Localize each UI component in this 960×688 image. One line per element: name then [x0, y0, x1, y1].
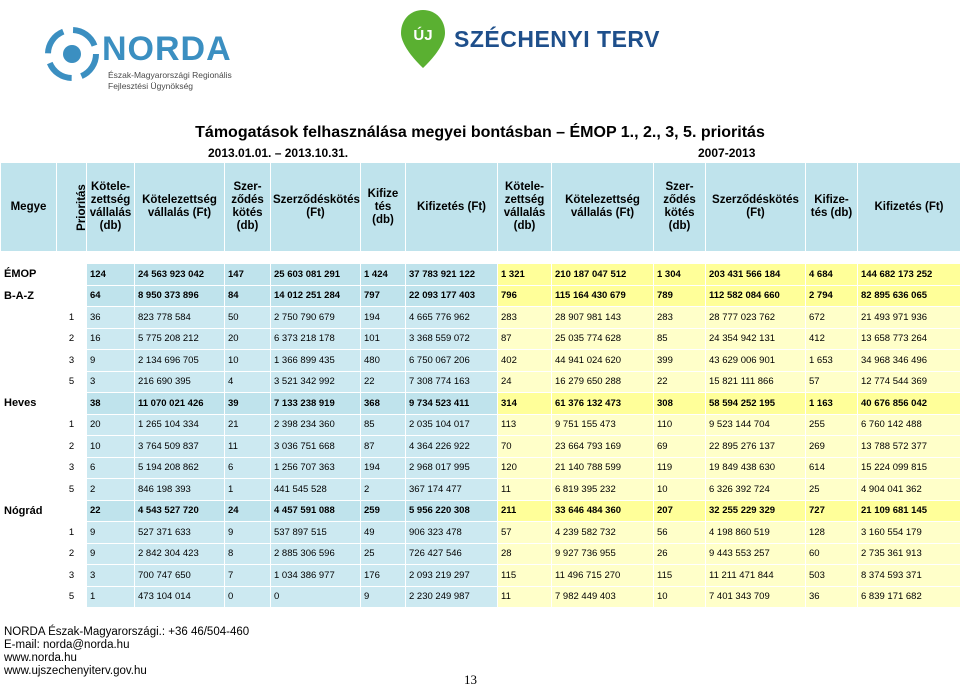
table-cell: 11 070 021 426	[135, 393, 225, 415]
table-cell: 24	[498, 371, 552, 393]
table-cell: 823 778 584	[135, 307, 225, 329]
table-cell: 115	[654, 565, 706, 587]
table-cell	[1, 543, 57, 565]
table-cell: 1 256 707 363	[271, 457, 361, 479]
table-cell: 3 160 554 179	[858, 522, 960, 544]
table-cell: 8 950 373 896	[135, 285, 225, 307]
table-cell: 1	[57, 414, 87, 436]
table-cell: 399	[654, 350, 706, 372]
table-cell: 211	[498, 500, 552, 522]
table-cell: ÉMOP	[1, 264, 87, 286]
table-cell: 56	[654, 522, 706, 544]
table-cell	[1, 350, 57, 372]
table-cell: 5	[57, 479, 87, 501]
table-cell: 1	[57, 307, 87, 329]
support-table	[0, 162, 960, 608]
table-cell: 24 354 942 131	[706, 328, 806, 350]
table-cell: 21	[225, 414, 271, 436]
table-cell: 20	[225, 328, 271, 350]
table-cell: 441 545 528	[271, 479, 361, 501]
table-cell: 9	[87, 522, 135, 544]
table-cell: 85	[654, 328, 706, 350]
table-row-priority	[1, 307, 960, 329]
table-cell: 0	[225, 586, 271, 608]
table-cell: 6 819 395 232	[552, 479, 654, 501]
table-cell: 113	[498, 414, 552, 436]
table-cell: 15 224 099 815	[858, 457, 960, 479]
header-cell-contract-amount: Szerződéskötés (Ft)	[271, 163, 361, 252]
table-cell	[1, 457, 57, 479]
table-cell: 283	[498, 307, 552, 329]
table-cell: 527 371 633	[135, 522, 225, 544]
table-cell: 1	[225, 479, 271, 501]
table-cell: 4 239 582 732	[552, 522, 654, 544]
table-cell: 28 907 981 143	[552, 307, 654, 329]
table-cell: 3 368 559 072	[406, 328, 498, 350]
table-row-priority	[1, 371, 960, 393]
szechenyi-logo	[398, 8, 718, 78]
table-cell: 727	[806, 500, 858, 522]
table-cell: 4	[225, 371, 271, 393]
table-cell: 32 255 229 329	[706, 500, 806, 522]
table-cell: 11 496 715 270	[552, 565, 654, 587]
table-cell: 368	[361, 393, 406, 415]
table-cell: 11	[498, 586, 552, 608]
table-cell: 85	[361, 414, 406, 436]
table-row-priority	[1, 350, 960, 372]
table-cell: 402	[498, 350, 552, 372]
table-cell: 49	[361, 522, 406, 544]
header-cell-payment-amount: Kifizetés (Ft)	[406, 163, 498, 252]
table-cell: 22 895 276 137	[706, 436, 806, 458]
table-cell: B-A-Z	[1, 285, 87, 307]
table-cell: 82 895 636 065	[858, 285, 960, 307]
table-row-county	[1, 264, 960, 286]
table-cell: 789	[654, 285, 706, 307]
table-row-county	[1, 285, 960, 307]
norda-emblem-icon	[44, 26, 100, 82]
table-cell: 43 629 006 901	[706, 350, 806, 372]
table-cell: 726 427 546	[406, 543, 498, 565]
table-cell: 11 211 471 844	[706, 565, 806, 587]
header-cell-county: Megye	[1, 163, 57, 252]
table-cell	[1, 307, 57, 329]
header-cell-total-commitment-amount: Kötelezettség vállalás (Ft)	[552, 163, 654, 252]
table-cell: 87	[361, 436, 406, 458]
table-cell: 308	[654, 393, 706, 415]
table-cell: 796	[498, 285, 552, 307]
table-cell: 846 198 393	[135, 479, 225, 501]
table-cell: 21 109 681 145	[858, 500, 960, 522]
table-cell: 115 164 430 679	[552, 285, 654, 307]
table-cell: 9 734 523 411	[406, 393, 498, 415]
table-cell: 1 321	[498, 264, 552, 286]
table-cell: 6 839 171 682	[858, 586, 960, 608]
table-cell: 22 093 177 403	[406, 285, 498, 307]
table-cell: 9 523 144 704	[706, 414, 806, 436]
table-cell: 10	[87, 436, 135, 458]
table-cell	[1, 436, 57, 458]
table-cell: 70	[498, 436, 552, 458]
program-period: 2007-2013	[698, 146, 755, 160]
table-cell: 2 885 306 596	[271, 543, 361, 565]
table-cell: 4 457 591 088	[271, 500, 361, 522]
table-cell: 28	[498, 543, 552, 565]
page-number: 13	[464, 672, 477, 688]
table-cell: 36	[806, 586, 858, 608]
table-cell: 4 904 041 362	[858, 479, 960, 501]
table-cell: 22	[87, 500, 135, 522]
table-cell: 2 035 104 017	[406, 414, 498, 436]
table-cell: 16 279 650 288	[552, 371, 654, 393]
norda-brand-name: NORDA	[102, 30, 232, 69]
table-cell: 9	[87, 543, 135, 565]
table-cell: 26	[654, 543, 706, 565]
table-cell: 255	[806, 414, 858, 436]
table-cell: 3 036 751 668	[271, 436, 361, 458]
table-cell	[1, 522, 57, 544]
table-cell: 40 676 856 042	[858, 393, 960, 415]
table-cell: 797	[361, 285, 406, 307]
szechenyi-pin-icon	[398, 8, 448, 70]
table-cell: 537 897 515	[271, 522, 361, 544]
table-cell: 69	[654, 436, 706, 458]
table-cell: 25	[806, 479, 858, 501]
table-cell: 11	[225, 436, 271, 458]
table-cell	[1, 586, 57, 608]
table-cell: 28 777 023 762	[706, 307, 806, 329]
table-cell: 37 783 921 122	[406, 264, 498, 286]
table-cell: 700 747 650	[135, 565, 225, 587]
table-cell: 38	[87, 393, 135, 415]
table-cell: 480	[361, 350, 406, 372]
footer-website: www.ujszechenyiterv.gov.hu	[4, 665, 249, 678]
footer-website: www.norda.hu	[4, 652, 249, 665]
footer-phone: NORDA Észak-Magyarországi.: +36 46/504-460	[4, 626, 249, 639]
table-cell: 50	[225, 307, 271, 329]
table-cell: 22	[654, 371, 706, 393]
table-cell: 12 774 544 369	[858, 371, 960, 393]
header-cell-total-contract-amount: Szerződéskötés (Ft)	[706, 163, 806, 252]
table-cell: 8	[225, 543, 271, 565]
table-cell: 3	[87, 371, 135, 393]
table-cell: 194	[361, 307, 406, 329]
table-cell: 25 603 081 291	[271, 264, 361, 286]
table-cell: 58 594 252 195	[706, 393, 806, 415]
table-cell: 101	[361, 328, 406, 350]
table-cell: 11	[498, 479, 552, 501]
table-cell: 4 198 860 519	[706, 522, 806, 544]
table-cell: 5 194 208 862	[135, 457, 225, 479]
table-cell: 5	[57, 371, 87, 393]
table-cell: 10	[225, 350, 271, 372]
table-cell: 60	[806, 543, 858, 565]
szechenyi-brand-name: SZÉCHENYI TERV	[454, 26, 660, 53]
table-cell: 124	[87, 264, 135, 286]
norda-logo	[44, 26, 284, 86]
table-cell: 2	[87, 479, 135, 501]
table-row-priority	[1, 457, 960, 479]
table-row-priority	[1, 543, 960, 565]
table-cell: 84	[225, 285, 271, 307]
table-cell: 87	[498, 328, 552, 350]
footer-email: E-mail: norda@norda.hu	[4, 639, 249, 652]
header-cell-priority: Prioritás	[57, 163, 87, 252]
table-cell: 207	[654, 500, 706, 522]
table-cell: 120	[498, 457, 552, 479]
table-cell: 115	[498, 565, 552, 587]
table-cell: 20	[87, 414, 135, 436]
table-cell: 25 035 774 628	[552, 328, 654, 350]
table-cell: 367 174 477	[406, 479, 498, 501]
table-cell: 6	[87, 457, 135, 479]
table-cell: 203 431 566 184	[706, 264, 806, 286]
table-cell: 2 398 234 360	[271, 414, 361, 436]
table-cell: 2	[57, 436, 87, 458]
table-cell: 2 093 219 297	[406, 565, 498, 587]
table-cell: 9 443 553 257	[706, 543, 806, 565]
table-cell: 6 326 392 724	[706, 479, 806, 501]
table-cell: 119	[654, 457, 706, 479]
table-cell: 144 682 173 252	[858, 264, 960, 286]
header-cell-payment-count: Kifize tés (db)	[361, 163, 406, 252]
table-cell: 6	[225, 457, 271, 479]
table-cell: 7 401 343 709	[706, 586, 806, 608]
table-cell	[1, 479, 57, 501]
table-cell: 194	[361, 457, 406, 479]
table-cell: 1 653	[806, 350, 858, 372]
table-cell: 2	[57, 328, 87, 350]
table-cell: 672	[806, 307, 858, 329]
table-cell: 2 968 017 995	[406, 457, 498, 479]
table-body	[1, 252, 960, 608]
header-cell-commitment-amount: Kötelezettség vállalás (Ft)	[135, 163, 225, 252]
table-row-priority	[1, 479, 960, 501]
table-cell	[1, 565, 57, 587]
table-cell: 5 956 220 308	[406, 500, 498, 522]
table-cell: 9	[361, 586, 406, 608]
table-cell: 128	[806, 522, 858, 544]
table-cell: 1	[57, 522, 87, 544]
table-cell: 14 012 251 284	[271, 285, 361, 307]
table-cell: 2 842 304 423	[135, 543, 225, 565]
date-range: 2013.01.01. – 2013.10.31.	[208, 146, 348, 160]
table-cell: 4 684	[806, 264, 858, 286]
table-cell: 2	[57, 543, 87, 565]
table-cell: 6 760 142 488	[858, 414, 960, 436]
table-cell: 314	[498, 393, 552, 415]
table-cell: 3 521 342 992	[271, 371, 361, 393]
table-cell: 21 493 971 936	[858, 307, 960, 329]
table-cell: 614	[806, 457, 858, 479]
table-row-priority	[1, 436, 960, 458]
szechenyi-badge-text: ÚJ	[413, 26, 432, 44]
table-cell: 33 646 484 360	[552, 500, 654, 522]
table-cell: 1	[87, 586, 135, 608]
header-cell-total-commitment-count: Kötele-zettség vállalás (db)	[498, 163, 552, 252]
table-cell: 9	[87, 350, 135, 372]
table-header-row	[1, 163, 960, 252]
table-cell: 4 543 527 720	[135, 500, 225, 522]
table-row-priority	[1, 586, 960, 608]
table-cell: 176	[361, 565, 406, 587]
table-cell: 15 821 111 866	[706, 371, 806, 393]
table-cell: 2	[361, 479, 406, 501]
table-cell: 34 968 346 496	[858, 350, 960, 372]
table-cell: 9	[225, 522, 271, 544]
table-cell: 61 376 132 473	[552, 393, 654, 415]
table-cell: 21 140 788 599	[552, 457, 654, 479]
table-cell: 6 373 218 178	[271, 328, 361, 350]
table-cell: 1 034 386 977	[271, 565, 361, 587]
table-cell: 25	[361, 543, 406, 565]
table-cell: 9 751 155 473	[552, 414, 654, 436]
table-row-priority	[1, 522, 960, 544]
table-cell: 2 794	[806, 285, 858, 307]
table-cell: 7	[225, 565, 271, 587]
table-cell: 3 764 509 837	[135, 436, 225, 458]
table-cell: 39	[225, 393, 271, 415]
table-cell: 2 750 790 679	[271, 307, 361, 329]
table-cell: 64	[87, 285, 135, 307]
table-cell: 2 735 361 913	[858, 543, 960, 565]
table-cell: 3	[57, 565, 87, 587]
table-spacer-cell	[1, 252, 960, 264]
table-cell: 3	[87, 565, 135, 587]
table-cell	[1, 414, 57, 436]
table-cell: 8 374 593 371	[858, 565, 960, 587]
table-row-county	[1, 393, 960, 415]
table-cell: 4 364 226 922	[406, 436, 498, 458]
table-cell: 412	[806, 328, 858, 350]
table-cell: 216 690 395	[135, 371, 225, 393]
table-cell: 1 304	[654, 264, 706, 286]
table-cell: 10	[654, 586, 706, 608]
header-cell-total-contract-count: Szer-ződés kötés (db)	[654, 163, 706, 252]
table-row-county	[1, 500, 960, 522]
contact-footer	[4, 626, 249, 678]
table-cell: 57	[806, 371, 858, 393]
table-cell: 1 366 899 435	[271, 350, 361, 372]
header-cell-contract-count: Szer-ződés kötés (db)	[225, 163, 271, 252]
table-cell: 110	[654, 414, 706, 436]
header-cell-total-payment-count: Kifize-tés (db)	[806, 163, 858, 252]
table-cell: 24 563 923 042	[135, 264, 225, 286]
table-cell: 906 323 478	[406, 522, 498, 544]
table-cell: Heves	[1, 393, 87, 415]
table-cell: 13 788 572 377	[858, 436, 960, 458]
table-cell: 2 134 696 705	[135, 350, 225, 372]
table-cell: 7 982 449 403	[552, 586, 654, 608]
table-cell: 22	[361, 371, 406, 393]
table-cell: 1 424	[361, 264, 406, 286]
table-row-priority	[1, 565, 960, 587]
table-cell: 23 664 793 169	[552, 436, 654, 458]
table-row-priority	[1, 328, 960, 350]
header-cell-commitment-count: Kötele-zettség vállalás (db)	[87, 163, 135, 252]
table-cell: 473 104 014	[135, 586, 225, 608]
table-cell: Nógrád	[1, 500, 87, 522]
norda-subtitle-line1: Észak-Magyarországi Regionális	[108, 70, 232, 80]
table-cell: 259	[361, 500, 406, 522]
table-cell: 13 658 773 264	[858, 328, 960, 350]
table-cell: 10	[654, 479, 706, 501]
table-cell: 5 775 208 212	[135, 328, 225, 350]
table-cell: 147	[225, 264, 271, 286]
table-cell: 57	[498, 522, 552, 544]
table-cell: 283	[654, 307, 706, 329]
table-row-priority	[1, 414, 960, 436]
table-cell: 6 750 067 206	[406, 350, 498, 372]
table-cell: 2 230 249 987	[406, 586, 498, 608]
table-cell: 210 187 047 512	[552, 264, 654, 286]
table-cell: 269	[806, 436, 858, 458]
table-cell: 7 308 774 163	[406, 371, 498, 393]
table-cell	[1, 328, 57, 350]
table-cell: 503	[806, 565, 858, 587]
header-cell-total-payment-amount: Kifizetés (Ft)	[858, 163, 960, 252]
table-cell: 9 927 736 955	[552, 543, 654, 565]
table-cell: 3	[57, 457, 87, 479]
table-cell: 0	[271, 586, 361, 608]
table-cell: 24	[225, 500, 271, 522]
table-cell	[1, 371, 57, 393]
table-cell: 3	[57, 350, 87, 372]
table-cell: 7 133 238 919	[271, 393, 361, 415]
table-cell: 44 941 024 620	[552, 350, 654, 372]
table-cell: 4 665 776 962	[406, 307, 498, 329]
table-cell: 1 265 104 334	[135, 414, 225, 436]
table-cell: 19 849 438 630	[706, 457, 806, 479]
norda-subtitle-line2: Fejlesztési Ügynökség	[108, 81, 193, 91]
page-title: Támogatások felhasználása megyei bontásban – ÉMOP 1., 2., 3, 5. prioritás	[160, 124, 800, 142]
table-cell: 16	[87, 328, 135, 350]
table-cell: 112 582 084 660	[706, 285, 806, 307]
table-cell: 5	[57, 586, 87, 608]
table-cell: 1 163	[806, 393, 858, 415]
table-cell: 36	[87, 307, 135, 329]
table-spacer-row	[1, 252, 960, 264]
